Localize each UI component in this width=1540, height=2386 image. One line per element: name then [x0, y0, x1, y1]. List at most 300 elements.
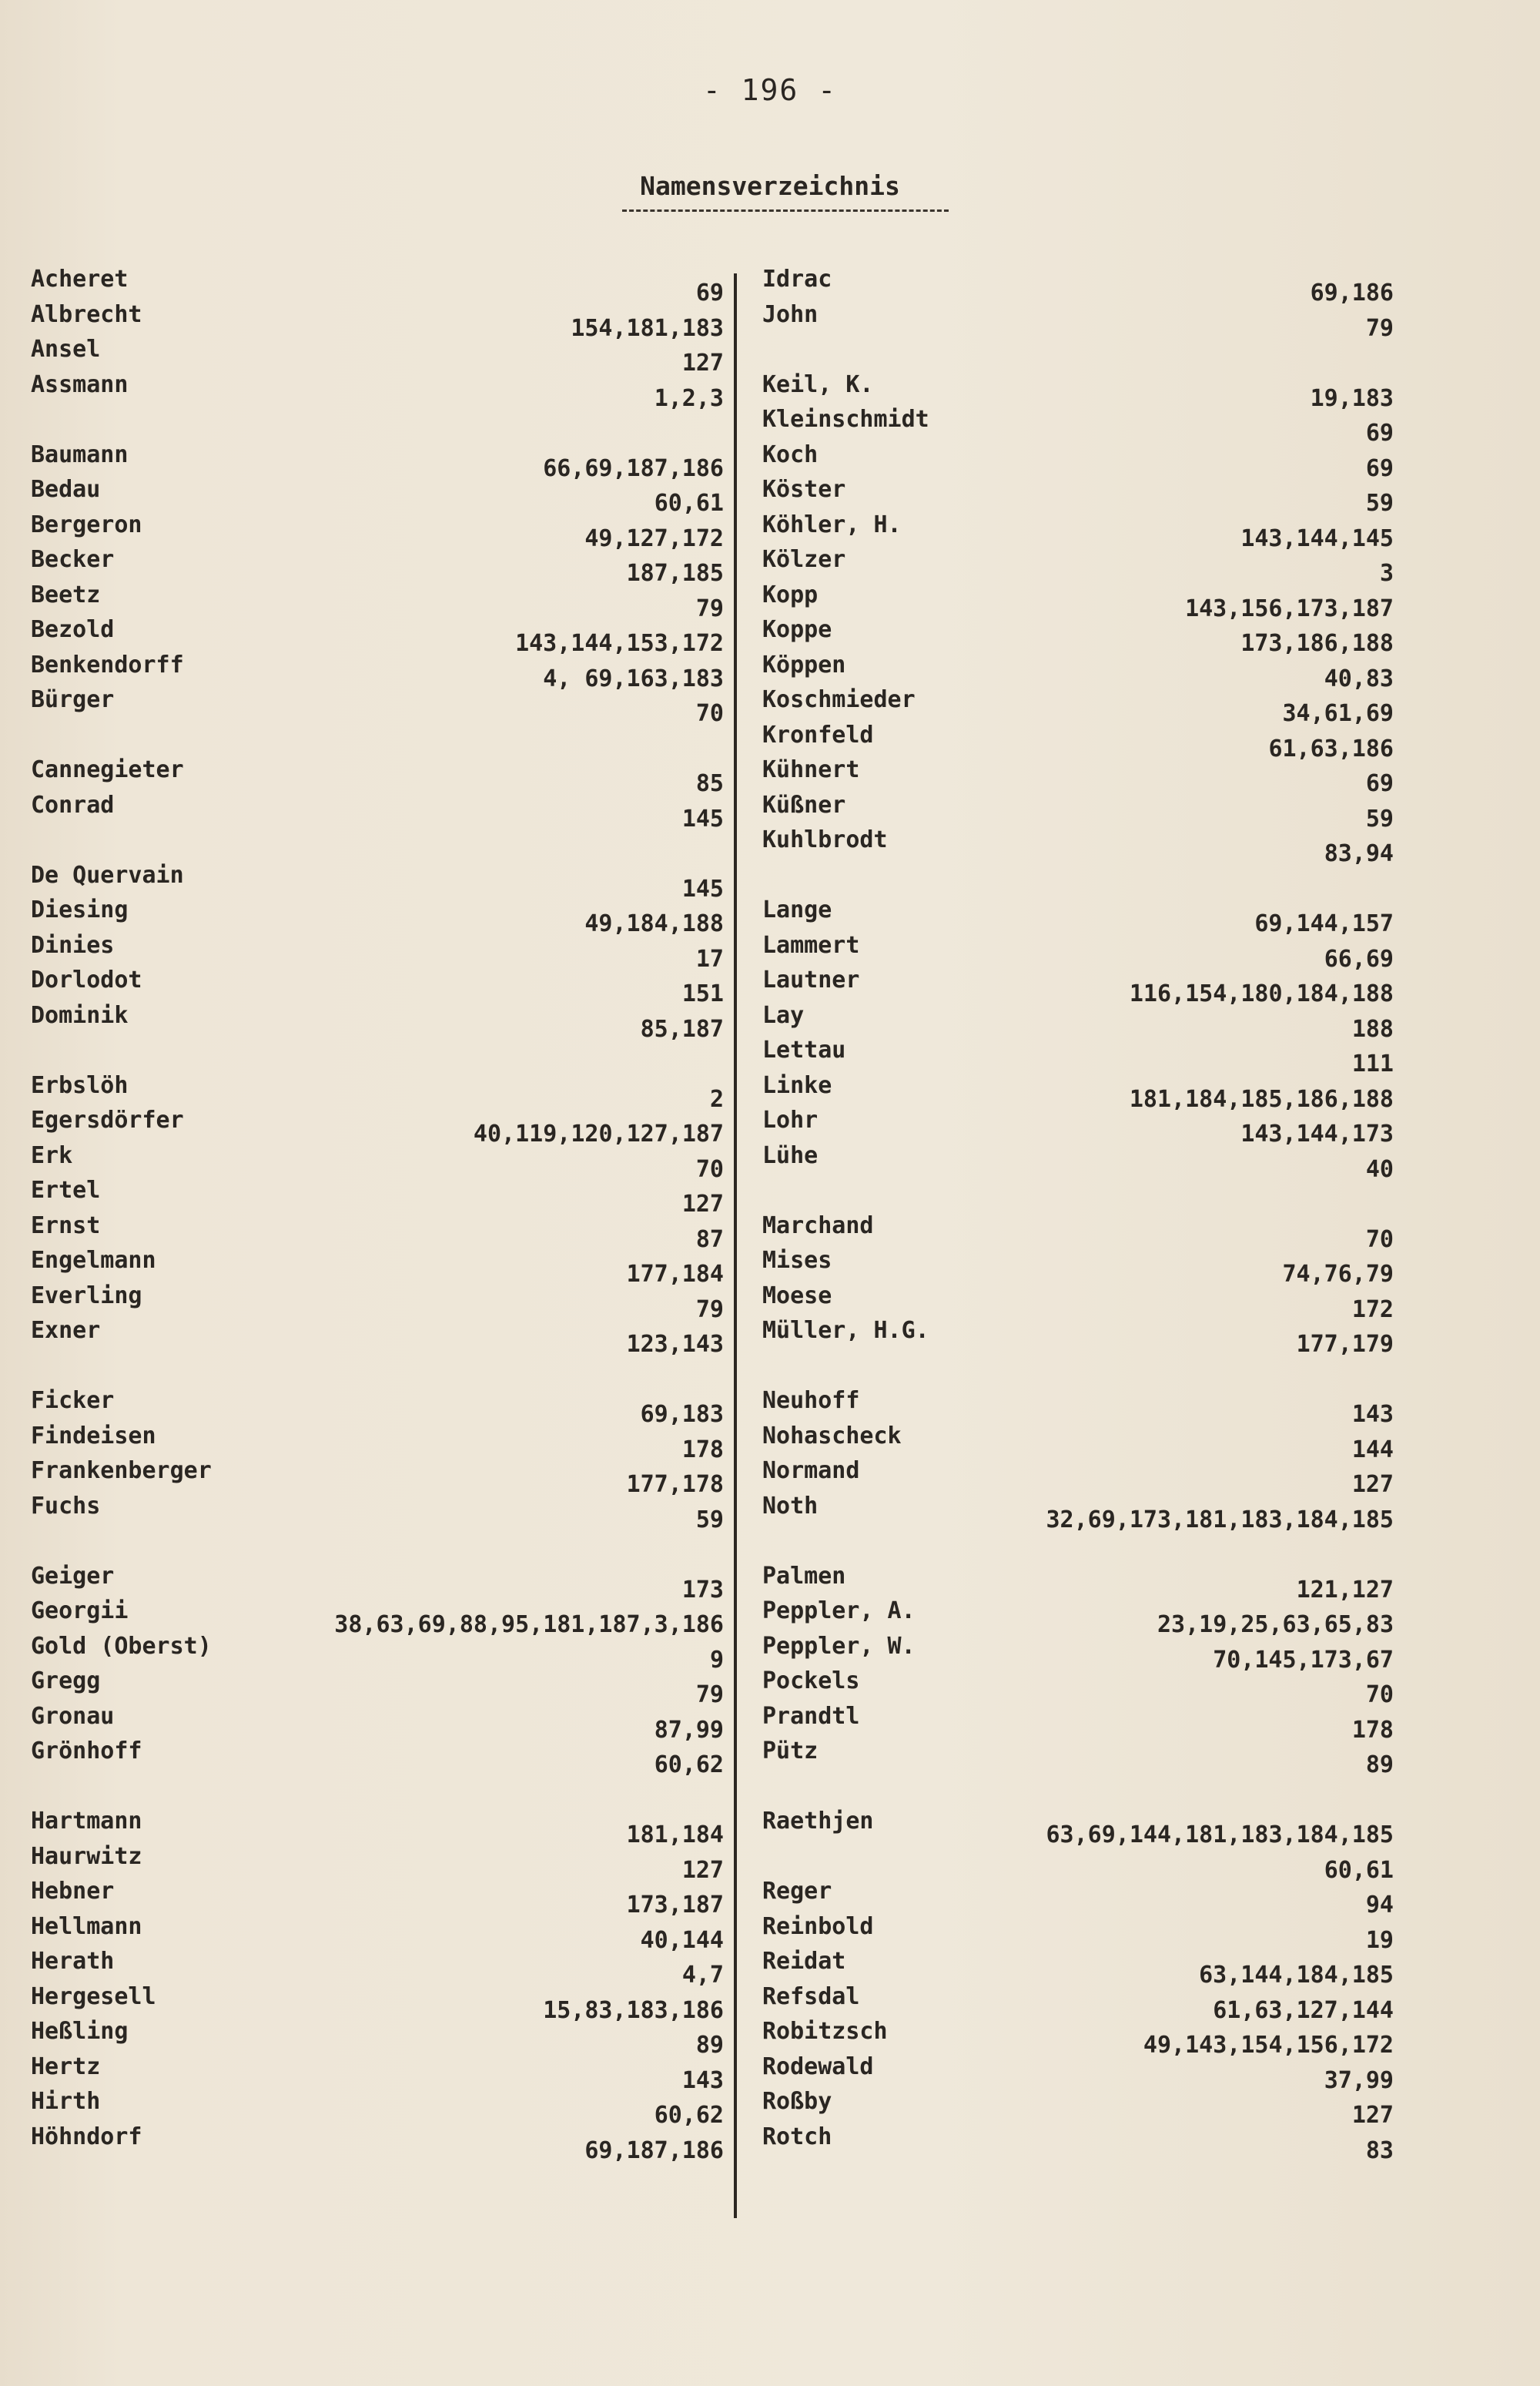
entry-name: Reidat: [762, 1948, 846, 1975]
entry-name: Müller, H.G.: [762, 1317, 929, 1344]
entry-pages: 38,63,69,88,95,181,187,3,186: [334, 1611, 724, 1638]
entry-pages: 34,61,69: [1282, 700, 1394, 727]
index-entry: [762, 686, 1394, 727]
index-entry: [762, 1738, 1394, 1778]
index-entry: [762, 1037, 1394, 1077]
entry-name: Gold (Oberst): [31, 1632, 212, 1660]
entry-name: Hertz: [31, 2053, 101, 2080]
entry-pages: 83: [1365, 2136, 1394, 2164]
entry-pages: 143,144,153,172: [515, 630, 724, 657]
index-entry: [762, 1808, 1394, 1848]
entry-pages: 40: [1365, 1155, 1394, 1183]
index-entry: [31, 370, 724, 412]
entry-pages: 19,183: [1310, 384, 1394, 412]
entry-pages: 69,187,186: [584, 2136, 724, 2164]
index-entry: [762, 1702, 1394, 1744]
index-entry: [31, 300, 724, 342]
entry-pages: 66,69,187,186: [543, 454, 724, 482]
group-spacer: [31, 1037, 724, 1072]
entry-pages: 143: [1351, 1401, 1394, 1428]
index-entry: [762, 1982, 1394, 2024]
index-entry: [762, 651, 1394, 692]
entry-pages: 69: [1365, 454, 1394, 482]
entry-name: De Quervain: [31, 861, 184, 889]
entry-name: Peppler, W.: [762, 1632, 916, 1660]
entry-name: Kleinschmidt: [762, 406, 929, 433]
entry-pages: 69: [695, 280, 724, 307]
entry-name: Noth: [762, 1492, 819, 1520]
index-entry: [31, 756, 724, 797]
index-entry: [31, 1667, 724, 1708]
entry-pages: 32,69,173,181,183,184,185: [1046, 1506, 1394, 1533]
entry-name: Nohascheck: [762, 1422, 902, 1449]
entry-name: Cannegieter: [31, 756, 184, 783]
entry-name: Egersdörfer: [31, 1107, 184, 1134]
entry-pages: 59: [695, 1506, 724, 1533]
entry-pages: 79: [1365, 314, 1394, 342]
entry-pages: 143,144,173: [1240, 1121, 1394, 1148]
group-spacer: [31, 1527, 724, 1563]
entry-pages: 89: [695, 2032, 724, 2059]
entry-name: Mises: [762, 1247, 832, 1274]
entry-name: Marchand: [762, 1211, 874, 1239]
entry-name: Ernst: [31, 1211, 101, 1239]
entry-pages: 4,7: [681, 1962, 724, 1989]
index-entry: [762, 370, 1394, 412]
entry-name: Koppe: [762, 616, 832, 643]
entry-pages: 61,63,186: [1268, 735, 1394, 762]
entry-name: Kölzer: [762, 546, 846, 573]
entry-name: Dominik: [31, 1001, 129, 1029]
index-entry: [762, 1492, 1394, 1533]
entry-name: Haurwitz: [31, 1842, 142, 1870]
index-entry: [762, 2053, 1394, 2094]
entry-pages: 1,2,3: [654, 384, 724, 412]
entry-name: Köhler, H.: [762, 511, 902, 538]
page-title: Namensverzeichnis: [640, 171, 900, 201]
entry-name: Kuhlbrodt: [762, 826, 888, 853]
entry-pages: 60,62: [654, 1751, 724, 1778]
entry-pages: 172: [1351, 1295, 1394, 1323]
group-spacer: [31, 826, 724, 862]
index-entry: [31, 581, 724, 622]
entry-pages: 60,62: [654, 2102, 724, 2129]
entry-pages: 49,184,188: [584, 910, 724, 937]
entry-name: Prandtl: [762, 1702, 860, 1730]
entry-pages: 116,154,180,184,188: [1129, 980, 1394, 1007]
entry-pages: 49,127,172: [584, 524, 724, 552]
entry-name: Pockels: [762, 1667, 860, 1694]
index-entry: [762, 826, 1394, 867]
entry-pages: 87,99: [654, 1716, 724, 1744]
entry-name: Koschmieder: [762, 686, 916, 713]
index-entry: [31, 1107, 724, 1148]
entry-pages: 63,69,144,181,183,184,185: [1046, 1821, 1394, 1848]
entry-pages: 178: [1351, 1716, 1394, 1744]
index-entry: [762, 1457, 1394, 1498]
index-entry: [31, 1071, 724, 1113]
entry-pages: 79: [695, 595, 724, 622]
index-entry: [31, 2018, 724, 2059]
entry-pages: 145: [681, 805, 724, 833]
entry-name: Lohr: [762, 1107, 819, 1134]
index-entry: [31, 1808, 724, 1848]
group-spacer: [762, 1177, 1394, 1212]
entry-pages: 177,179: [1296, 1331, 1394, 1358]
entry-name: Bürger: [31, 686, 115, 713]
index-entry: [762, 1667, 1394, 1708]
index-entry: [762, 406, 1394, 447]
index-entry: [31, 1492, 724, 1533]
entry-pages: 40,144: [640, 1926, 724, 1954]
entry-pages: 145: [681, 875, 724, 903]
index-entry: [762, 441, 1394, 482]
group-spacer: [762, 1773, 1394, 1808]
entry-name: Köster: [762, 476, 846, 503]
entry-pages: 127: [681, 350, 724, 377]
index-entry: [762, 546, 1394, 587]
index-entry: [31, 791, 724, 833]
index-entry: [31, 1632, 724, 1674]
index-entry: [762, 1632, 1394, 1674]
entry-pages: 144: [1351, 1436, 1394, 1463]
index-entry: [762, 1912, 1394, 1954]
group-spacer: [31, 722, 724, 757]
entry-name: Assmann: [31, 370, 129, 398]
entry-pages: 85,187: [640, 1015, 724, 1043]
entry-pages: 40,119,120,127,187: [473, 1121, 724, 1148]
entry-name: Hebner: [31, 1878, 115, 1905]
index-entry: [762, 2088, 1394, 2129]
entry-pages: 49,143,154,156,172: [1143, 2032, 1394, 2059]
entry-name: Albrecht: [31, 300, 142, 328]
group-spacer: [762, 862, 1394, 897]
entry-pages: 79: [695, 1295, 724, 1323]
entry-pages: 173: [681, 1576, 724, 1604]
entry-pages: 70: [695, 1155, 724, 1183]
index-entry: [762, 756, 1394, 797]
entry-name: Refsdal: [762, 1982, 860, 2010]
entry-name: Lautner: [762, 967, 860, 994]
entry-name: Erbslöh: [31, 1071, 129, 1099]
index-entry: [31, 931, 724, 973]
entry-pages: 173,187: [626, 1892, 724, 1919]
index-entry: [31, 336, 724, 377]
entry-name: Lay: [762, 1001, 805, 1029]
index-entry: [762, 1141, 1394, 1183]
entry-name: Geiger: [31, 1562, 115, 1590]
index-entry: [31, 476, 724, 517]
index-entry: [31, 266, 724, 307]
entry-name: Ficker: [31, 1387, 115, 1414]
entry-pages: 70: [695, 700, 724, 727]
entry-name: Moese: [762, 1282, 832, 1309]
entry-pages: 111: [1351, 1051, 1394, 1077]
index-entry: [31, 616, 724, 657]
entry-pages: 66,69: [1324, 945, 1394, 973]
entry-name: Frankenberger: [31, 1457, 212, 1484]
entry-name: Raethjen: [762, 1808, 874, 1835]
index-entry: [762, 1422, 1394, 1463]
entry-name: Koch: [762, 441, 819, 468]
index-entry: [762, 1071, 1394, 1113]
index-entry: [762, 266, 1394, 307]
entry-pages: 187,185: [626, 560, 724, 587]
entry-pages: 60,61: [654, 490, 724, 517]
index-entry: [31, 1702, 724, 1744]
entry-name: Kühnert: [762, 756, 860, 783]
entry-pages: 87: [695, 1225, 724, 1253]
index-entry: [31, 1282, 724, 1323]
left-name-column: [31, 266, 724, 2164]
entry-name: Beetz: [31, 581, 101, 608]
entry-pages: 15,83,183,186: [543, 1996, 724, 2024]
index-entry: [31, 1982, 724, 2024]
index-entry: [31, 686, 724, 727]
entry-name: Neuhoff: [762, 1387, 860, 1414]
entry-pages: 127: [681, 1856, 724, 1884]
entry-pages: 143,156,173,187: [1185, 595, 1394, 622]
entry-name: Pütz: [762, 1738, 819, 1764]
index-entry: [762, 476, 1394, 517]
index-entry: [31, 2053, 724, 2094]
entry-name: Palmen: [762, 1562, 846, 1590]
entry-pages: 9: [709, 1646, 724, 1674]
index-entry: [31, 967, 724, 1007]
entry-pages: 59: [1365, 805, 1394, 833]
entry-pages: 121,127: [1296, 1576, 1394, 1604]
entry-name: Georgii: [31, 1597, 129, 1624]
entry-name: Lange: [762, 896, 832, 923]
entry-name: Gronau: [31, 1702, 115, 1730]
entry-name: Roßby: [762, 2088, 832, 2115]
entry-name: Baumann: [31, 441, 129, 468]
entry-pages: 85: [695, 770, 724, 797]
entry-pages: 151: [681, 980, 724, 1007]
index-entry: [31, 511, 724, 552]
index-entry: [762, 1107, 1394, 1148]
index-entry: [31, 1597, 724, 1638]
index-entry: [31, 1001, 724, 1043]
index-entry: [762, 1948, 1394, 1989]
index-entry: [762, 511, 1394, 552]
index-entry: [31, 2088, 724, 2129]
index-entry: [31, 1948, 724, 1989]
entry-name: Everling: [31, 1282, 142, 1309]
index-entry: [762, 1878, 1394, 1919]
entry-pages: 59: [1365, 490, 1394, 517]
index-entry: [31, 1878, 724, 1919]
index-entry: [31, 1177, 724, 1218]
entry-name: Heßling: [31, 2018, 129, 2045]
entry-pages: 4, 69,163,183: [543, 665, 724, 692]
entry-name: Gregg: [31, 1667, 101, 1694]
index-entry: [31, 861, 724, 903]
index-entry: [31, 1247, 724, 1288]
index-entry: [762, 1597, 1394, 1638]
entry-pages: 127: [681, 1191, 724, 1218]
entry-name: Bergeron: [31, 511, 142, 538]
entry-pages: 2: [709, 1085, 724, 1113]
entry-name: Idrac: [762, 266, 832, 293]
entry-name: Bezold: [31, 616, 115, 643]
entry-pages: 154,181,183: [571, 314, 724, 342]
index-entry: [762, 300, 1394, 342]
index-entry: [762, 791, 1394, 833]
entry-pages: 69,183: [640, 1401, 724, 1428]
entry-name: Lammert: [762, 931, 860, 959]
entry-pages: 79: [695, 1681, 724, 1708]
index-entry: [31, 546, 724, 587]
entry-name: Engelmann: [31, 1247, 156, 1274]
entry-name: Dinies: [31, 931, 115, 959]
entry-name: Robitzsch: [762, 2018, 888, 2045]
index-entry: [762, 1387, 1394, 1428]
entry-pages: 61,63,127,144: [1213, 1996, 1394, 2024]
entry-pages: 127: [1351, 2102, 1394, 2129]
index-entry: [762, 1843, 1394, 1884]
entry-name: Bedau: [31, 476, 101, 503]
index-entry: [31, 1842, 724, 1884]
entry-pages: 69,186: [1310, 280, 1394, 307]
title-underline: [622, 209, 949, 212]
index-entry: [762, 896, 1394, 937]
entry-name: Dorlodot: [31, 967, 142, 994]
entry-pages: 17: [695, 945, 724, 973]
index-entry: [31, 1317, 724, 1358]
index-entry: [762, 2018, 1394, 2059]
entry-pages: 70: [1365, 1225, 1394, 1253]
entry-name: Köppen: [762, 651, 846, 679]
index-entry: [31, 1422, 724, 1463]
entry-pages: 181,184,185,186,188: [1129, 1085, 1394, 1113]
entry-name: Reinbold: [762, 1912, 874, 1940]
entry-name: Linke: [762, 1071, 832, 1099]
entry-pages: 83,94: [1324, 840, 1394, 867]
entry-name: Fuchs: [31, 1492, 101, 1520]
index-entry: [762, 967, 1394, 1007]
entry-name: Erk: [31, 1141, 73, 1169]
entry-name: Höhndorf: [31, 2123, 142, 2150]
entry-name: Küßner: [762, 791, 846, 819]
index-entry: [762, 2123, 1394, 2164]
entry-pages: 74,76,79: [1282, 1261, 1394, 1288]
entry-name: Hellmann: [31, 1912, 142, 1940]
index-entry: [762, 581, 1394, 622]
index-entry: [31, 651, 724, 692]
index-entry: [31, 896, 724, 937]
entry-name: Normand: [762, 1457, 860, 1484]
entry-pages: 69,144,157: [1254, 910, 1394, 937]
entry-name: Ertel: [31, 1177, 101, 1204]
entry-pages: 89: [1365, 1751, 1394, 1778]
entry-pages: 143: [681, 2066, 724, 2094]
entry-name: Hirth: [31, 2088, 101, 2115]
right-name-column: [762, 266, 1394, 2164]
entry-name: Benkendorff: [31, 651, 184, 679]
entry-pages: 188: [1351, 1015, 1394, 1043]
entry-name: Grönhoff: [31, 1738, 142, 1764]
entry-pages: 23,19,25,63,65,83: [1157, 1611, 1394, 1638]
entry-name: Diesing: [31, 896, 129, 923]
entry-pages: 143,144,145: [1240, 524, 1394, 552]
entry-name: Findeisen: [31, 1422, 156, 1449]
entry-name: Ansel: [31, 336, 101, 363]
entry-pages: 37,99: [1324, 2066, 1394, 2094]
entry-name: Reger: [762, 1878, 832, 1905]
column-divider: [734, 273, 737, 2218]
index-entry: [762, 1317, 1394, 1358]
index-entry: [762, 721, 1394, 762]
index-entry: [762, 616, 1394, 657]
index-entry: [31, 1562, 724, 1604]
entry-name: Rotch: [762, 2123, 832, 2150]
entry-name: Peppler, A.: [762, 1597, 916, 1624]
entry-pages: 63,144,184,185: [1199, 1962, 1394, 1989]
entry-name: John: [762, 300, 819, 328]
index-entry: [762, 1247, 1394, 1288]
index-entry: [31, 2123, 724, 2164]
index-entry: [762, 1211, 1394, 1253]
entry-pages: 60,61: [1324, 1856, 1394, 1884]
group-spacer: [762, 336, 1394, 371]
entry-pages: 123,143: [626, 1331, 724, 1358]
index-entry: [762, 1562, 1394, 1604]
entry-name: Exner: [31, 1317, 101, 1344]
entry-name: Hergesell: [31, 1982, 156, 2010]
entry-pages: 178: [681, 1436, 724, 1463]
index-entry: [31, 1457, 724, 1498]
entry-name: Lettau: [762, 1037, 846, 1064]
index-entry: [762, 931, 1394, 973]
group-spacer: [31, 1773, 724, 1808]
entry-name: Kopp: [762, 581, 819, 608]
index-entry: [31, 441, 724, 482]
entry-pages: 94: [1365, 1892, 1394, 1919]
entry-name: Keil, K.: [762, 370, 874, 398]
entry-name: Herath: [31, 1948, 115, 1975]
index-entry: [31, 1141, 724, 1183]
entry-pages: 177,178: [626, 1471, 724, 1498]
group-spacer: [31, 406, 724, 441]
index-entry: [31, 1211, 724, 1253]
entry-pages: 127: [1351, 1471, 1394, 1498]
entry-pages: 70: [1365, 1681, 1394, 1708]
index-entry: [762, 1282, 1394, 1323]
entry-pages: 173,186,188: [1240, 630, 1394, 657]
entry-pages: 69: [1365, 770, 1394, 797]
page-number: - 196 -: [702, 73, 838, 107]
entry-name: Becker: [31, 546, 115, 573]
entry-pages: 70,145,173,67: [1213, 1646, 1394, 1674]
entry-pages: 69: [1365, 420, 1394, 447]
entry-pages: 177,184: [626, 1261, 724, 1288]
entry-name: Acheret: [31, 266, 129, 293]
entry-name: Lühe: [762, 1141, 819, 1169]
entry-pages: 19: [1365, 1926, 1394, 1954]
entry-pages: 3: [1379, 560, 1394, 587]
entry-pages: 181,184: [626, 1821, 724, 1848]
entry-pages: 40,83: [1324, 665, 1394, 692]
index-entry: [762, 1001, 1394, 1043]
entry-name: Kronfeld: [762, 721, 874, 749]
index-entry: [31, 1387, 724, 1428]
index-entry: [31, 1912, 724, 1954]
entry-name: Conrad: [31, 791, 115, 819]
group-spacer: [31, 1352, 724, 1388]
entry-name: Hartmann: [31, 1808, 142, 1835]
entry-name: Rodewald: [762, 2053, 874, 2080]
